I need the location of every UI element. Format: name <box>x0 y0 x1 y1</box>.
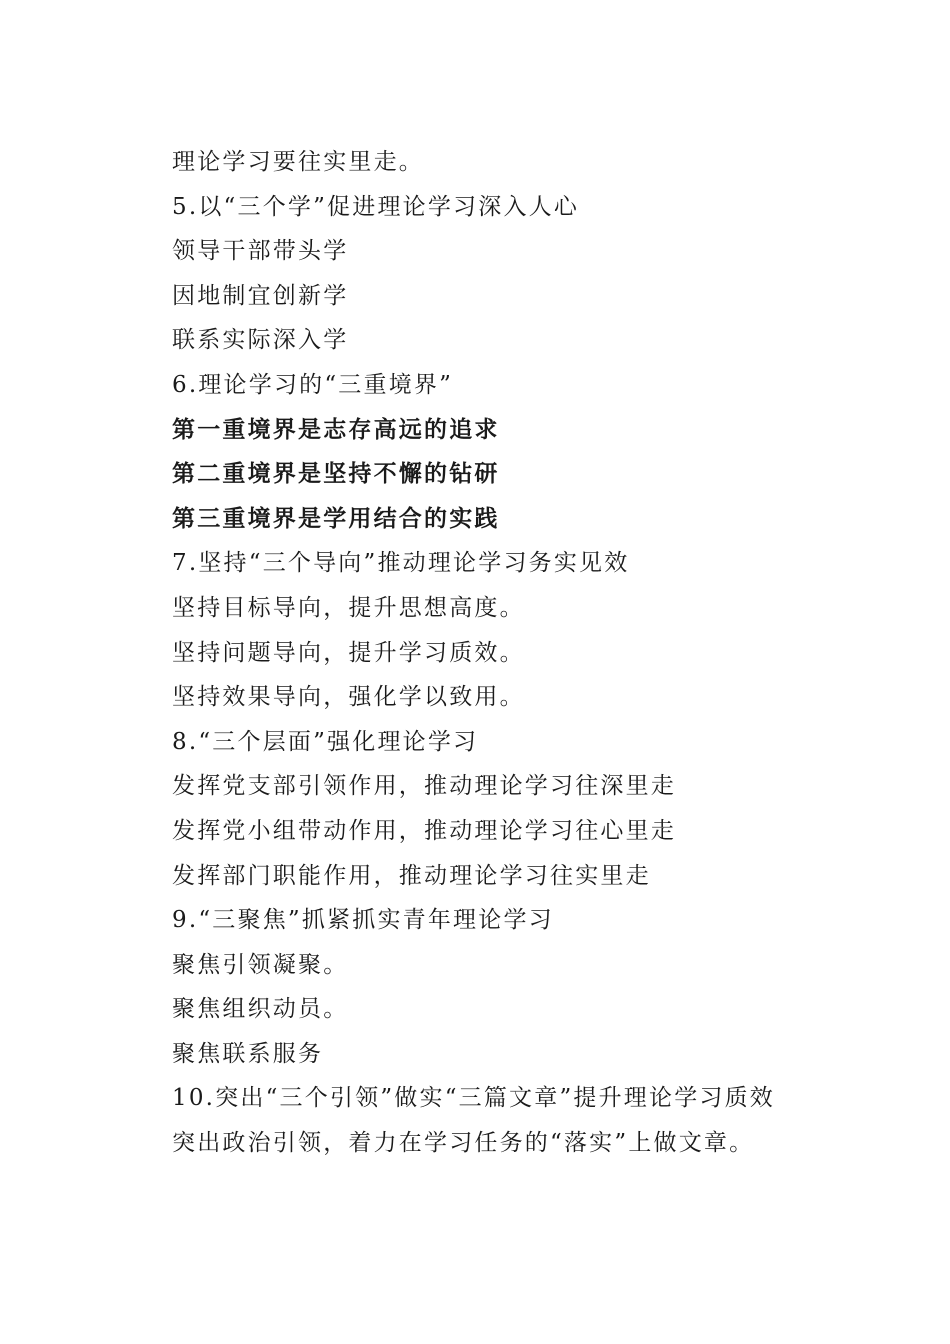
text-line: 领导干部带头学 <box>172 238 349 265</box>
text-line: 发挥部门职能作用，推动理论学习往实里走 <box>172 862 651 889</box>
text-line: 因地制宜创新学 <box>172 282 349 309</box>
bold-text-line: 第三重境界是学用结合的实践 <box>172 504 500 532</box>
document-body <box>172 140 852 1166</box>
section-heading-7: 7.坚持“三个导向”推动理论学习务实见效 <box>172 550 630 577</box>
text-line: 理论学习要往实里走。 <box>172 149 424 175</box>
bold-text-line: 第二重境界是坚持不懈的钻研 <box>172 460 500 488</box>
text-line: 坚持效果导向，强化学以致用。 <box>172 684 525 711</box>
text-line: 发挥党小组带动作用，推动理论学习往心里走 <box>172 817 676 844</box>
text-line: 聚焦组织动员。 <box>172 996 349 1023</box>
text-line: 发挥党支部引领作用，推动理论学习往深里走 <box>172 773 676 800</box>
section-heading-6: 6.理论学习的“三重境界” <box>172 371 454 398</box>
text-line: 联系实际深入学 <box>172 327 349 354</box>
text-line: 突出政治引领，着力在学习任务的“落实”上做文章。 <box>172 1130 755 1157</box>
section-heading-9: 9.“三聚焦”抓紧抓实青年理论学习 <box>172 907 554 934</box>
text-line: 聚焦引领凝聚。 <box>172 951 349 978</box>
text-line: 坚持问题导向，提升学习质效。 <box>172 639 525 666</box>
text-line: 聚焦联系服务 <box>172 1040 324 1067</box>
section-heading-8: 8.“三个层面”强化理论学习 <box>172 728 479 755</box>
text-line: 坚持目标导向，提升思想高度。 <box>172 594 525 621</box>
section-heading-5: 5.以“三个学”促进理论学习深入人心 <box>172 193 580 220</box>
bold-text-line: 第一重境界是志存高远的追求 <box>172 415 500 443</box>
section-heading-10: 10.突出“三个引领”做实“三篇文章”提升理论学习质效 <box>172 1085 776 1112</box>
